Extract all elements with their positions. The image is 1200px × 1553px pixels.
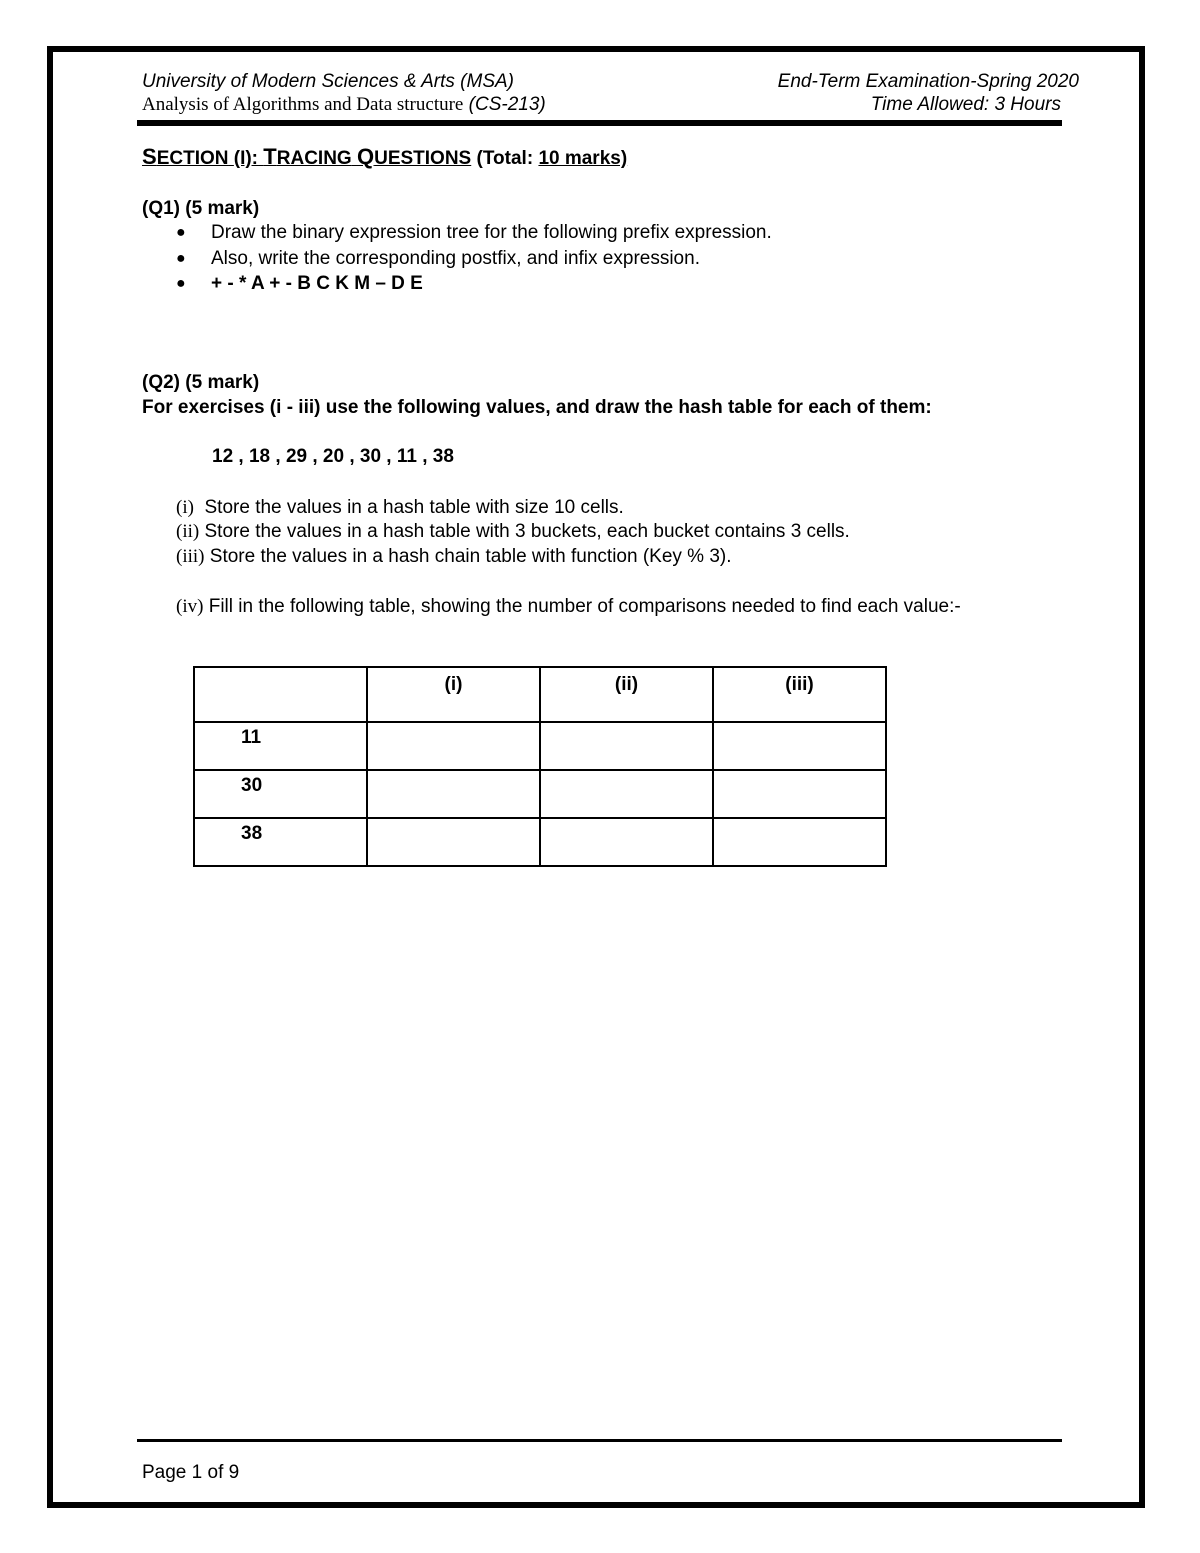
total-marks: 10 marks) [538,148,628,169]
answer-cell[interactable] [540,722,713,770]
questions-cap: Q [356,144,375,169]
table-row [194,770,886,818]
header-cell: (ii) [540,667,713,722]
q2-item-iv [176,596,961,618]
row-label: 38 [194,818,367,866]
section-word-rest: ECTION [156,148,229,169]
item-text: Fill in the following table, showing the number of comparisons needed to find each value:- [208,596,961,617]
answer-cell[interactable] [540,770,713,818]
table-header-row [194,667,886,722]
footer-rule [137,1439,1062,1442]
q2-item-i [176,497,624,519]
answer-cell[interactable] [713,818,886,866]
bullet-icon: ● [176,275,186,292]
course-title [142,94,546,116]
item-text: Store the values in a hash table with 3 buckets, each bucket contains 3 cells. [204,521,850,542]
answer-cell[interactable] [713,722,886,770]
header-cell: (i) [367,667,540,722]
header-cell [194,667,367,722]
q1-bullet-2: Also, write the corresponding postfix, and infix expression. [211,248,700,269]
item-number: (iii) [176,546,205,567]
header-rule [137,120,1062,126]
q2-values: 12 , 18 , 29 , 20 , 30 , 11 , 38 [212,446,454,467]
page-number: Page 1 of 9 [142,1462,240,1483]
questions-rest: UESTIONS [374,148,472,169]
tracing-rest: RACING [276,148,352,169]
q2-item-ii [176,521,850,543]
item-number: (iv) [176,596,204,617]
section-heading [142,144,627,170]
q1-prefix-expression: + - * A + - B C K M – D E [211,273,423,294]
header-cell: (iii) [713,667,886,722]
q2-instruction: For exercises (i - iii) use the following values, and draw the hash table for each of them: [142,397,932,418]
bullet-icon: ● [176,224,186,241]
bullet-icon: ● [176,250,186,267]
q1-title: (Q1) (5 mark) [142,198,260,219]
answer-cell[interactable] [540,818,713,866]
section-word-cap: S [142,144,157,169]
answer-cell[interactable] [367,818,540,866]
row-label: 11 [194,722,367,770]
comparisons-table [193,666,887,867]
exam-title: End-Term Examination-Spring 2020 [777,71,1079,92]
q2-title: (Q2) (5 mark) [142,372,260,393]
total-label: (Total: [476,148,534,169]
section-number: (I): [233,148,259,169]
table-row [194,818,886,866]
item-text: Store the values in a hash table with size 10 cells. [204,497,624,518]
course-code: (CS-213) [468,94,546,115]
answer-cell[interactable] [367,770,540,818]
q2-item-iii [176,546,732,568]
table-row [194,722,886,770]
answer-cell[interactable] [367,722,540,770]
course-name: Analysis of Algorithms and Data structure [142,94,464,115]
item-number: (i) [176,497,194,518]
q1-bullet-1: Draw the binary expression tree for the following prefix expression. [211,222,772,243]
item-text: Store the values in a hash chain table with function (Key % 3). [209,546,732,567]
time-allowed: Time Allowed: 3 Hours [870,94,1061,115]
row-label: 30 [194,770,367,818]
answer-cell[interactable] [713,770,886,818]
tracing-cap: T [263,144,277,169]
item-number: (ii) [176,521,200,542]
university-name: University of Modern Sciences & Arts (MSA) [142,71,515,92]
